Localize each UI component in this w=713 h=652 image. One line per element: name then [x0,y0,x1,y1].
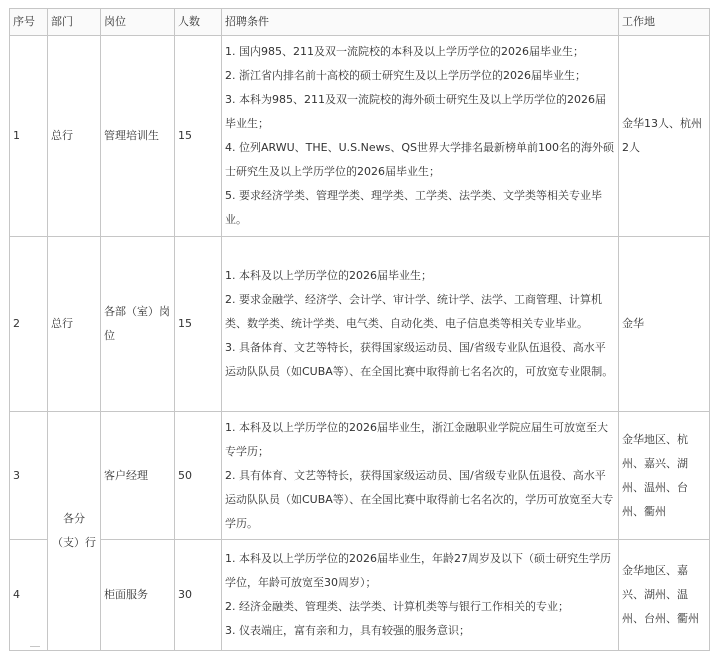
header-seq: 序号 [10,9,48,36]
requirement-line: 3. 本科为985、211及双一流院校的海外硕士研究生及以上学历学位的2026届毕业生； [225,93,606,130]
recruitment-table [9,8,710,651]
requirement-line: 1. 本科及以上学历学位的2026届毕业生，年龄27周岁及以下（硕士研究生学历学位，年龄可放宽至30周岁）； [225,552,611,589]
requirement-line: 1. 本科及以上学历学位的2026届毕业生，浙江金融职业学院应届生可放宽至大专学历； [225,420,608,458]
cell-seq: 3 [10,412,48,540]
cell-dept-merged: 各分（支）行 [48,412,101,651]
cell-position: 客户经理 [101,412,175,540]
table-row [10,237,710,412]
header-dept: 部门 [48,9,101,36]
cell-location: 金华地区、嘉兴、湖州、温州、台州、衢州 [619,540,710,651]
requirement-line: 1. 本科及以上学历学位的2026届毕业生； [225,269,432,282]
requirement-line: 2. 具有体育、文艺等特长，获得国家级运动员、国/省级专业队伍退役、高水平运动队队员（如CUBA等）、在全国比赛中取得前七名名次的，学历可放宽至大专学历。 [225,468,614,530]
requirement-line: 4. 位列ARWU、THE、U.S.News、QS世界大学排名最新榜单前100名的海外硕士研究生及以上学历学位的2026届毕业生； [225,141,614,178]
cell-requirements [222,412,619,540]
cell-requirements [222,36,619,237]
cell-location: 金华 [619,237,710,412]
cell-requirements [222,540,619,651]
requirement-line: 1. 国内985、211及双一流院校的本科及以上学历学位的2026届毕业生； [225,45,584,58]
table-header-row [10,9,710,36]
cell-position: 各部（室）岗位 [101,237,175,412]
cell-seq: 2 [10,237,48,412]
table-row [10,36,710,237]
cell-location: 金华地区、杭州、嘉兴、湖州、温州、台州、衢州 [619,412,710,540]
cell-count: 15 [175,237,222,412]
cell-requirements [222,237,619,412]
table-row [10,540,710,651]
cell-dept: 总行 [48,237,101,412]
requirement-line: 2. 要求金融学、经济学、会计学、审计学、统计学、法学、工商管理、计算机类、数学类、统计学类、电气类、自动化类、电子信息类等相关专业毕业。 [225,293,602,330]
divider [30,646,40,647]
cell-position: 管理培训生 [101,36,175,237]
header-requirements: 招聘条件 [222,9,619,36]
header-count: 人数 [175,9,222,36]
cell-dept: 总行 [48,36,101,237]
cell-count: 15 [175,36,222,237]
cell-seq: 1 [10,36,48,237]
requirement-line: 3. 具备体育、文艺等特长，获得国家级运动员、国/省级专业队伍退役、高水平运动队队员（如CUBA等）、在全国比赛中取得前七名名次的，可放宽专业限制。 [225,341,614,378]
header-position: 岗位 [101,9,175,36]
cell-position: 柜面服务 [101,540,175,651]
cell-location: 金华13人、杭州2人 [619,36,710,237]
header-location: 工作地 [619,9,710,36]
requirement-line: 2. 经济金融类、管理类、法学类、计算机类等与银行工作相关的专业； [225,600,569,613]
cell-count: 30 [175,540,222,651]
requirement-line: 5. 要求经济学类、管理学类、理学类、工学类、法学类、文学类等相关专业毕业。 [225,189,602,226]
cell-count: 50 [175,412,222,540]
requirement-line: 2. 浙江省内排名前十高校的硕士研究生及以上学历学位的2026届毕业生； [225,69,586,82]
cell-seq: 4 [10,540,48,651]
requirement-line: 3. 仪表端庄，富有亲和力，具有较强的服务意识； [225,624,470,637]
table-row [10,412,710,540]
